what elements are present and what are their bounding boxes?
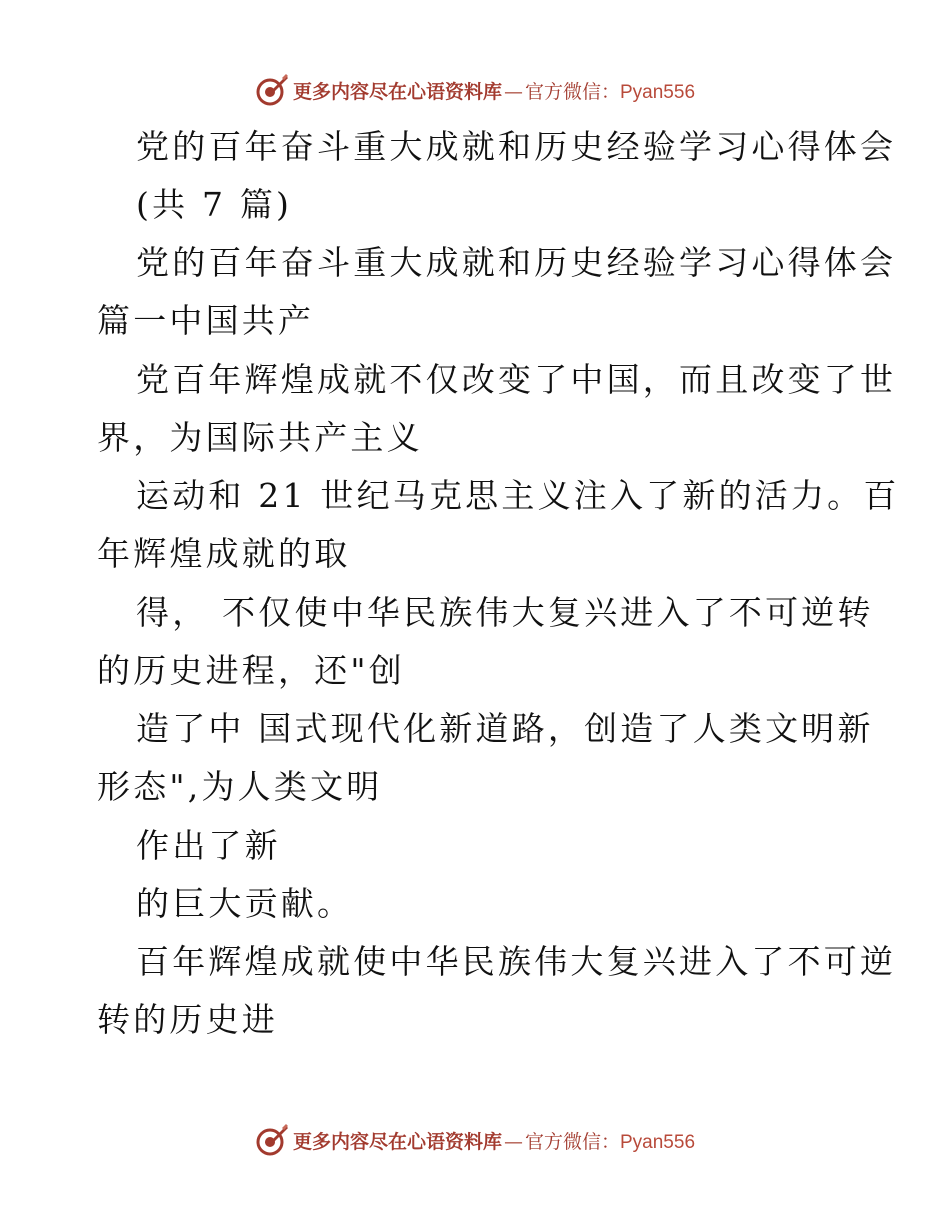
- body-line: 百年辉煌成就使中华民族伟大复兴进入了不可逆: [136, 942, 897, 981]
- quill-logo-icon: [255, 1123, 289, 1157]
- footer-watermark: [0, 1120, 950, 1160]
- header-wechat-id: Pyan556: [620, 81, 696, 103]
- body-line: 的巨大贡献。: [136, 884, 354, 923]
- body-line: 的历史进程，还"创: [97, 651, 405, 690]
- body-line: 转的历史进: [97, 1000, 278, 1039]
- body-line: 党百年辉煌成就不仅改变了中国，而且改变了世: [136, 360, 897, 399]
- body-line: (共 7 篇): [136, 185, 293, 224]
- footer-dash: —: [503, 1130, 523, 1153]
- quill-logo-icon: [255, 73, 289, 107]
- body-line: 造了中 国式现代化新道路，创造了人类文明新: [136, 709, 874, 748]
- header-main-text: 更多内容尽在心语资料库: [292, 80, 502, 103]
- header-dash: —: [503, 80, 523, 103]
- body-line: 运动和 21 世纪马克思主义注入了新的活力。百: [136, 476, 900, 515]
- header-wechat-label: 官方微信：: [524, 80, 620, 103]
- body-line: 作出了新: [136, 826, 281, 865]
- footer-wechat-id: Pyan556: [620, 1131, 696, 1153]
- body-line: 党的百年奋斗重大成就和历史经验学习心得体会: [136, 243, 897, 282]
- body-line: 党的百年奋斗重大成就和历史经验学习心得体会: [136, 127, 897, 166]
- body-line: 得， 不仅使中华民族伟大复兴进入了不可逆转: [136, 593, 874, 632]
- footer-wechat-label: 官方微信：: [524, 1130, 620, 1153]
- body-line: 形态",为人类文明: [97, 767, 383, 806]
- body-line: 年辉煌成就的取: [97, 534, 351, 573]
- body-line: 篇一中国共产: [97, 301, 315, 340]
- body-line: 界，为国际共产主义: [97, 418, 423, 457]
- footer-main-text: 更多内容尽在心语资料库: [292, 1130, 502, 1153]
- header-watermark: [0, 70, 950, 110]
